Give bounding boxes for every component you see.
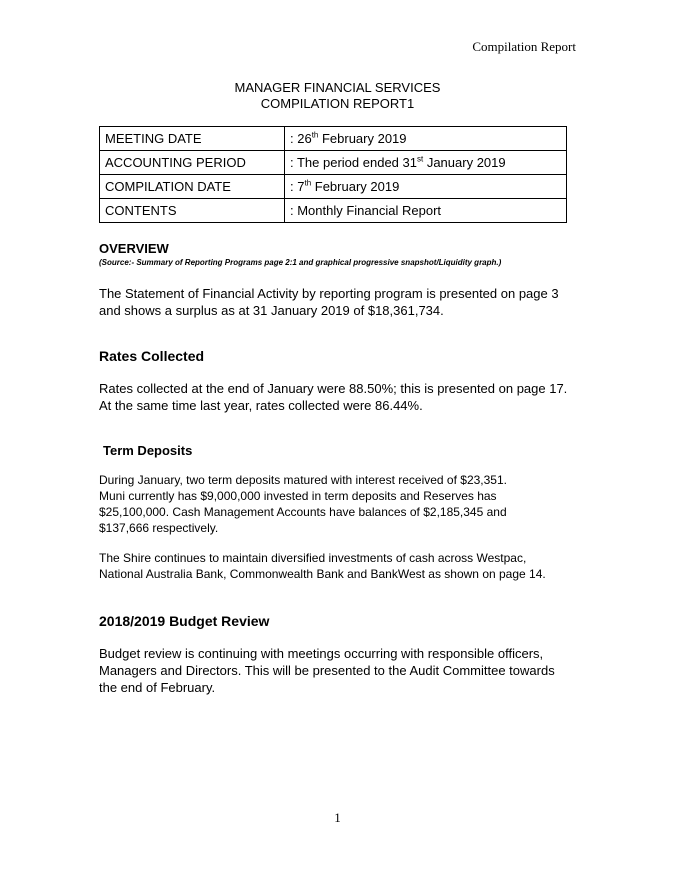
overview-line-2: and shows a surplus as at 31 January 2019 of $18,361,734.	[99, 303, 444, 318]
report-title-line-2: COMPILATION REPORT1	[260, 96, 415, 111]
overview-line-1: The Statement of Financial Activity by reporting program is presented on page 3	[99, 286, 559, 301]
budget-line-2: Managers and Directors. This will be presented to the Audit Committee towards	[99, 663, 555, 678]
term-deposits-line-2: Muni currently has $9,000,000 invested in term deposits and Reserves has	[99, 489, 497, 503]
meeting-date-value	[285, 127, 567, 151]
compilation-date-value	[285, 175, 567, 199]
accounting-period-suffix: January 2019	[423, 155, 506, 170]
term-deposits-line-4: $137,666 respectively.	[99, 521, 219, 535]
rates-collected-paragraph	[99, 380, 579, 414]
meeting-date-prefix: : 26	[290, 131, 312, 146]
term-deposits-line-6: National Australia Bank, Commonwealth Bank and BankWest as shown on page 14.	[99, 567, 546, 581]
meeting-date-label: MEETING DATE	[100, 127, 285, 151]
report-title-line-1: MANAGER FINANCIAL SERVICES	[234, 80, 441, 95]
overview-source-note: (Source:- Summary of Reporting Programs page 2:1 and graphical progressive snapshot/Liquidity graph.)	[99, 258, 502, 267]
compilation-date-ordinal: th	[304, 178, 312, 188]
budget-line-3: the end of February.	[99, 680, 216, 695]
compilation-date-prefix: : 7	[290, 179, 305, 194]
report-info-table	[99, 126, 567, 223]
term-deposits-line-3: $25,100,000. Cash Management Accounts have balances of $2,185,345 and	[99, 505, 507, 519]
table-row-compilation-date	[100, 175, 567, 199]
compilation-date-label: COMPILATION DATE	[100, 175, 285, 199]
overview-heading: OVERVIEW	[99, 241, 169, 256]
table-row-contents	[100, 199, 567, 223]
contents-label: CONTENTS	[100, 199, 285, 223]
accounting-period-value	[285, 151, 567, 175]
meeting-date-ordinal: th	[311, 130, 319, 140]
budget-review-heading: 2018/2019 Budget Review	[99, 613, 270, 629]
accounting-period-prefix: : The period ended 31	[290, 155, 417, 170]
accounting-period-label: ACCOUNTING PERIOD	[100, 151, 285, 175]
meeting-date-suffix: February 2019	[318, 131, 407, 146]
rates-collected-heading: Rates Collected	[99, 348, 205, 364]
term-deposits-paragraph-2	[99, 550, 579, 582]
table-row-meeting-date	[100, 127, 567, 151]
accounting-period-ordinal: st	[416, 154, 424, 164]
contents-value: : Monthly Financial Report	[285, 199, 567, 223]
term-deposits-line-5: The Shire continues to maintain diversified investments of cash across Westpac,	[99, 551, 527, 565]
term-deposits-heading: Term Deposits	[103, 443, 193, 458]
budget-review-paragraph	[99, 645, 579, 696]
page-number: 1	[334, 810, 341, 825]
table-row-accounting-period	[100, 151, 567, 175]
overview-paragraph	[99, 285, 579, 319]
running-header: Compilation Report	[472, 39, 576, 54]
term-deposits-line-1: During January, two term deposits matured with interest received of $23,351.	[99, 473, 507, 487]
rates-line-1: Rates collected at the end of January were 88.50%; this is presented on page 17.	[99, 381, 568, 396]
term-deposits-paragraph-1	[99, 472, 579, 536]
rates-line-2: At the same time last year, rates collected were 86.44%.	[99, 398, 423, 413]
budget-line-1: Budget review is continuing with meetings occurring with responsible officers,	[99, 646, 544, 661]
compilation-date-suffix: February 2019	[311, 179, 400, 194]
